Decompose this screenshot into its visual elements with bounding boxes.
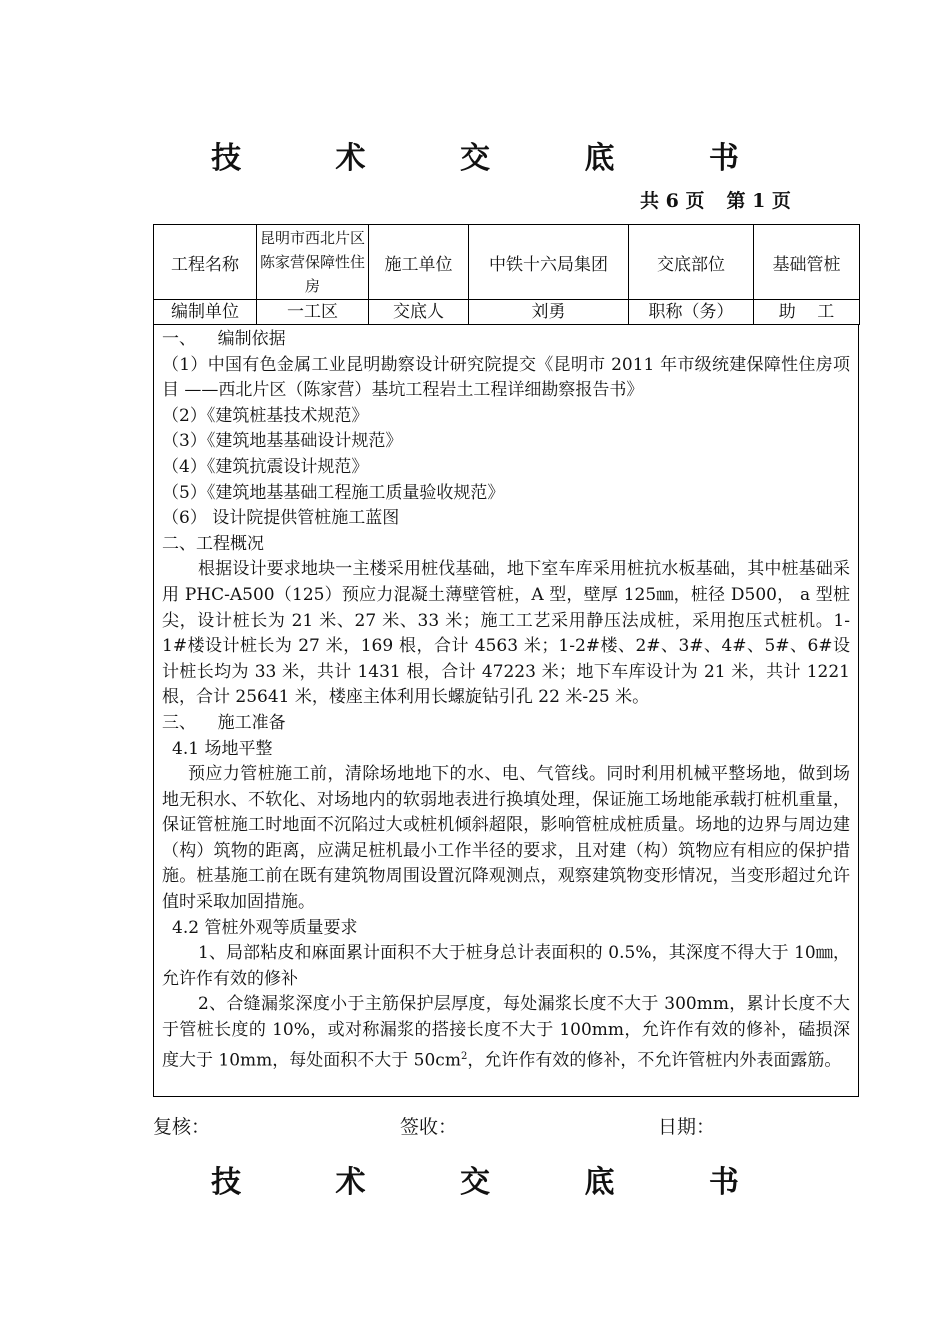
section-1-title: 一、 编制依据	[162, 329, 286, 349]
basis-item-5: （5）《建筑地基基础工程施工质量验收规范》	[162, 482, 505, 503]
part-value: 基础管桩	[754, 225, 860, 300]
basis-item-3: （3）《建筑地基基础设计规范》	[162, 431, 403, 452]
review-label: 复核：	[153, 1116, 211, 1138]
document-title-next-page: 技 术 交 底 书	[211, 1165, 781, 1200]
section-3-title: 三、 施工准备	[162, 712, 286, 733]
project-label: 工程名称	[154, 225, 257, 300]
project-value: 昆明市西北片区陈家营保障性住房	[257, 225, 369, 300]
quality-item-1: 1、局部粘皮和麻面累计面积不大于桩身总计表面积的 0.5%，其深度不得大于 10㎜，允许作有效的修补	[162, 943, 850, 989]
quality-item-2	[162, 992, 850, 1073]
person-label: 交底人	[369, 300, 469, 325]
current-page: 第 1 页	[726, 190, 791, 212]
builder-label: 施工单位	[369, 225, 469, 300]
basis-item-1: （1）中国有色金属工业昆明勘察设计研究院提交《昆明市 2011 年市级统建保障性住房项目 ——西北片区（陈家营）基坑工程岩土工程详细勘察报告书》	[162, 354, 850, 401]
overview-paragraph: 根据设计要求地块一主楼采用桩伐基础，地下室车库采用桩抗水板基础，其中桩基础采用 PHC-A500（125）预应力混凝土薄壁管桩，A 型，壁厚 125㎜，桩径 D500， a 型桩尖，设计桩长为 21 米、27 米、33 米；施工工艺采用静压法成桩，采用抱压式桩机。1-1#楼设计桩长为 27 米，169 根，合计 4563 米；1-2#楼、2#、3#、4#、5#、6#设计桩长均为 33 米，共计 1431 根，合计 47223 米；地下车库设计为 21 米，共计 1221 根，合计 25641 米，楼座主体利用长螺旋钻引孔 22 米-25 米。	[162, 559, 850, 708]
part-label: 交底部位	[629, 225, 754, 300]
section-4-1-title: 4.1 场地平整	[172, 738, 273, 759]
site-leveling-paragraph: 预应力管桩施工前，清除场地地下的水、电、气管线。同时利用机械平整场地，做到场地无积水、不软化、对场地内的软弱地表进行换填处理，保证施工场地能承载打桩机重量，保证管桩施工时地面不沉陷过大或桩机倾斜超限，影响管桩成桩质量。场地的边界与周边建（构）筑物的距离，应满足桩机最小工作半径的要求，且对建（构）筑物应有相应的保护措施。桩基施工前在既有建筑物周围设置沉降观测点，观察建筑物变形情况，当变形超过允许值时采取加固措施。	[162, 764, 850, 913]
content-box	[153, 325, 859, 1097]
sign-label: 签收：	[400, 1116, 458, 1138]
unit-superscript: 2	[460, 1050, 468, 1062]
quality-item-2-text-b: ，允许作有效的修补，不允许管桩内外表面露筋。	[467, 1050, 842, 1071]
header-table	[153, 224, 860, 325]
basis-item-2: （2）《建筑桩基技术规范》	[162, 405, 369, 426]
basis-item-4: （4）《建筑抗震设计规范》	[162, 456, 369, 477]
section-2-title: 二、工程概况	[162, 533, 264, 554]
unit-value: 一工区	[257, 300, 369, 325]
unit-label: 编制单位	[154, 300, 257, 325]
person-value: 刘勇	[469, 300, 629, 325]
quality-item-2-text-a: 2、合缝漏浆深度小于主筋保护层厚度，每处漏浆长度不大于 300mm，累计长度不大于管桩长度的 10%，或对称漏浆的搭接长度不大于 100mm，允许作有效的修补，磕损深度大于 10mm，每处面积不大于 50cm	[162, 994, 850, 1071]
date-label: 日期：	[658, 1116, 716, 1138]
rank-label: 职称（务）	[629, 300, 754, 325]
page-info	[640, 186, 813, 213]
section-4-2-title: 4.2 管桩外观等质量要求	[172, 917, 358, 938]
basis-item-6: （6） 设计院提供管桩施工蓝图	[162, 508, 400, 529]
document-title: 技 术 交 底 书	[211, 141, 781, 176]
rank-value: 助 工	[754, 300, 860, 325]
total-pages: 共 6 页	[640, 190, 705, 212]
builder-value: 中铁十六局集团	[469, 225, 629, 300]
